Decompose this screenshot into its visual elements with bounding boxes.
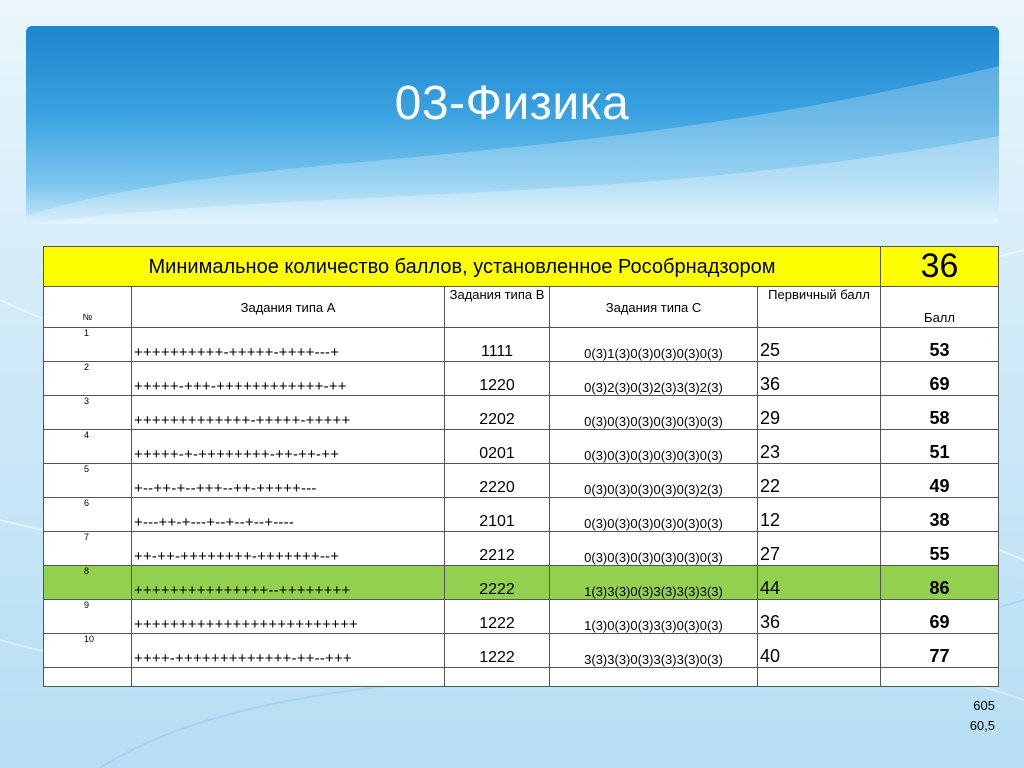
footer-cell — [44, 668, 132, 687]
type-c-answers: 0(3)1(3)0(3)0(3)0(3)0(3) — [550, 328, 758, 362]
footer-cell — [445, 668, 550, 687]
type-c-answers: 0(3)0(3)0(3)0(3)0(3)2(3) — [550, 464, 758, 498]
final-score: 69 — [881, 600, 999, 634]
type-b-answers: 1220 — [445, 362, 550, 396]
row-number: 2 — [44, 362, 132, 396]
type-b-answers: 2202 — [445, 396, 550, 430]
table-row — [44, 634, 999, 668]
table-row — [44, 566, 999, 600]
primary-score: 22 — [758, 464, 881, 498]
header-primary: Первичный балл — [758, 287, 881, 328]
type-b-answers: 2220 — [445, 464, 550, 498]
score-total: 605 — [973, 698, 995, 713]
type-a-answers: ++++++++++-+++++-++++---+ — [132, 328, 445, 362]
type-a-answers: ++-++-++++++++-+++++++--+ — [132, 532, 445, 566]
final-score: 77 — [881, 634, 999, 668]
type-c-answers: 3(3)3(3)0(3)3(3)3(3)0(3) — [550, 634, 758, 668]
final-score: 38 — [881, 498, 999, 532]
row-number: 10 — [44, 634, 132, 668]
primary-score: 36 — [758, 600, 881, 634]
row-number: 7 — [44, 532, 132, 566]
primary-score: 23 — [758, 430, 881, 464]
header-score: Балл — [881, 287, 999, 328]
row-number: 6 — [44, 498, 132, 532]
table-row — [44, 600, 999, 634]
type-a-answers: +++++-+++-++++++++++++-++ — [132, 362, 445, 396]
score-average: 60,5 — [969, 718, 995, 733]
type-b-answers: 1111 — [445, 328, 550, 362]
footer-cell — [132, 668, 445, 687]
primary-score: 29 — [758, 396, 881, 430]
type-b-answers: 1222 — [445, 634, 550, 668]
type-a-answers: +--++-+--+++--++-+++++--- — [132, 464, 445, 498]
final-score: 55 — [881, 532, 999, 566]
row-number: 9 — [44, 600, 132, 634]
primary-score: 12 — [758, 498, 881, 532]
min-score-row — [44, 247, 999, 287]
table-row — [44, 464, 999, 498]
min-score-label: Минимальное количество баллов, установленное Рособрнадзором — [44, 247, 881, 287]
type-a-answers: ++++-+++++++++++++-++--+++ — [132, 634, 445, 668]
header-type-b: Задания типа В — [445, 287, 550, 328]
primary-score: 27 — [758, 532, 881, 566]
table-row — [44, 396, 999, 430]
type-a-answers: +++++++++++++++--++++++++ — [132, 566, 445, 600]
final-score: 51 — [881, 430, 999, 464]
results-table — [43, 246, 999, 687]
table-body — [44, 328, 999, 668]
row-number: 3 — [44, 396, 132, 430]
type-c-answers: 0(3)0(3)0(3)0(3)0(3)0(3) — [550, 396, 758, 430]
row-number: 4 — [44, 430, 132, 464]
type-c-answers: 1(3)3(3)0(3)3(3)3(3)3(3) — [550, 566, 758, 600]
footer-row — [44, 668, 999, 687]
type-c-answers: 0(3)0(3)0(3)0(3)0(3)0(3) — [550, 532, 758, 566]
table-row — [44, 362, 999, 396]
type-c-answers: 0(3)2(3)0(3)2(3)3(3)2(3) — [550, 362, 758, 396]
table-row — [44, 532, 999, 566]
primary-score: 36 — [758, 362, 881, 396]
header-num: № — [44, 287, 132, 328]
final-score: 69 — [881, 362, 999, 396]
footer-cell — [881, 668, 999, 687]
type-c-answers: 1(3)0(3)0(3)3(3)0(3)0(3) — [550, 600, 758, 634]
primary-score: 25 — [758, 328, 881, 362]
type-c-answers: 0(3)0(3)0(3)0(3)0(3)0(3) — [550, 430, 758, 464]
type-a-answers: +++++++++++++++++++++++++ — [132, 600, 445, 634]
type-b-answers: 2101 — [445, 498, 550, 532]
footer-cell — [758, 668, 881, 687]
type-b-answers: 1222 — [445, 600, 550, 634]
table-row — [44, 430, 999, 464]
min-score-value: 36 — [881, 247, 999, 287]
header-type-c: Задания типа С — [550, 287, 758, 328]
final-score: 58 — [881, 396, 999, 430]
table-row — [44, 328, 999, 362]
column-header-row — [44, 287, 999, 328]
type-b-answers: 2212 — [445, 532, 550, 566]
type-a-answers: +---++-+---+--+--+--+---- — [132, 498, 445, 532]
primary-score: 40 — [758, 634, 881, 668]
final-score: 86 — [881, 566, 999, 600]
footer-cell — [550, 668, 758, 687]
row-number: 8 — [44, 566, 132, 600]
type-b-answers: 2222 — [445, 566, 550, 600]
type-a-answers: +++++++++++++-+++++-+++++ — [132, 396, 445, 430]
table-row — [44, 498, 999, 532]
type-b-answers: 0201 — [445, 430, 550, 464]
primary-score: 44 — [758, 566, 881, 600]
slide-title: 03-Физика — [394, 77, 630, 130]
row-number: 5 — [44, 464, 132, 498]
final-score: 53 — [881, 328, 999, 362]
final-score: 49 — [881, 464, 999, 498]
row-number: 1 — [44, 328, 132, 362]
header-type-a: Задания типа А — [132, 287, 445, 328]
type-c-answers: 0(3)0(3)0(3)0(3)0(3)0(3) — [550, 498, 758, 532]
type-a-answers: +++++-+-++++++++-++-++-++ — [132, 430, 445, 464]
